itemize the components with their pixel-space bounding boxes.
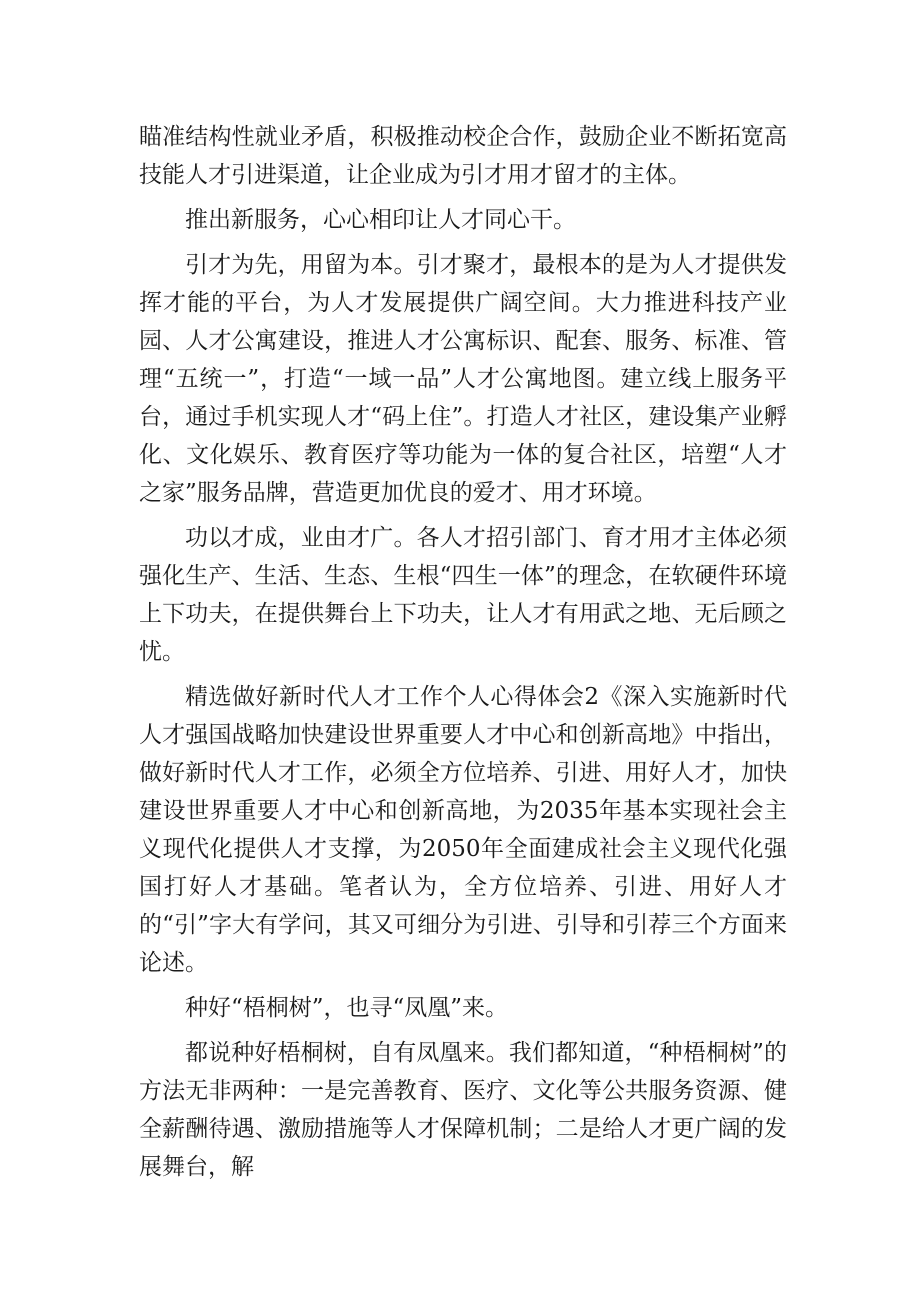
paragraph-essay-2-intro: 精选做好新时代人才工作个人心得体会2《深入实施新时代人才强国战略加快建设世界重要人才中心和创新高地》中指出，做好新时代人才工作，必须全方位培养、引进、用好人才，加快建设世界重要人才中心和创新高地，为2035年基本实现社会主义现代化提供人才支撑，为2050年全面建成社会主义现代化强国打好人才基础。笔者认为，全方位培养、引进、用好人才的“引”字大有学问，其又可细分为引进、引导和引荐三个方面来论述。 <box>139 684 787 976</box>
paragraph-talent-apartments: 引才为先，用留为本。引才聚才，最根本的是为人才提供发挥才能的平台，为人才发展提供广阔空间。大力推进科技产业园、人才公寓建设，推进人才公寓标识、配套、服务、标准、管理“五统一”，打造“一域一品”人才公寓地图。建立线上服务平台，通过手机实现人才“码上住”。打造人才社区，建设集产业孵化、文化娱乐、教育医疗等功能为一体的复合社区，培塑“人才之家”服务品牌，营造更加优良的爱才、用才环境。 <box>139 252 787 506</box>
document-body <box>139 118 787 1193</box>
paragraph-continuation: 瞄准结构性就业矛盾，积极推动校企合作，鼓励企业不断拓宽高技能人才引进渠道，让企业成为引才用才留才的主体。 <box>139 124 787 188</box>
paragraph-subheading-new-service: 推出新服务，心心相印让人才同心干。 <box>185 207 576 233</box>
paragraph-phoenix-tree-methods: 都说种好梧桐树，自有凤凰来。我们都知道，“种梧桐树”的方法无非两种：一是完善教育、医疗、文化等公共服务资源、健全薪酬待遇、激励措施等人才保障机制；二是给人才更广阔的发展舞台，解 <box>139 1040 787 1180</box>
paragraph-four-in-one: 功以才成，业由才广。各人才招引部门、育才用才主体必须强化生产、生活、生态、生根“四生一体”的理念，在软硬件环境上下功夫，在提供舞台上下功夫，让人才有用武之地、无后顾之忧。 <box>139 525 787 665</box>
paragraph-subheading-phoenix-tree: 种好“梧桐树”，也寻“凤凰”来。 <box>185 995 509 1021</box>
